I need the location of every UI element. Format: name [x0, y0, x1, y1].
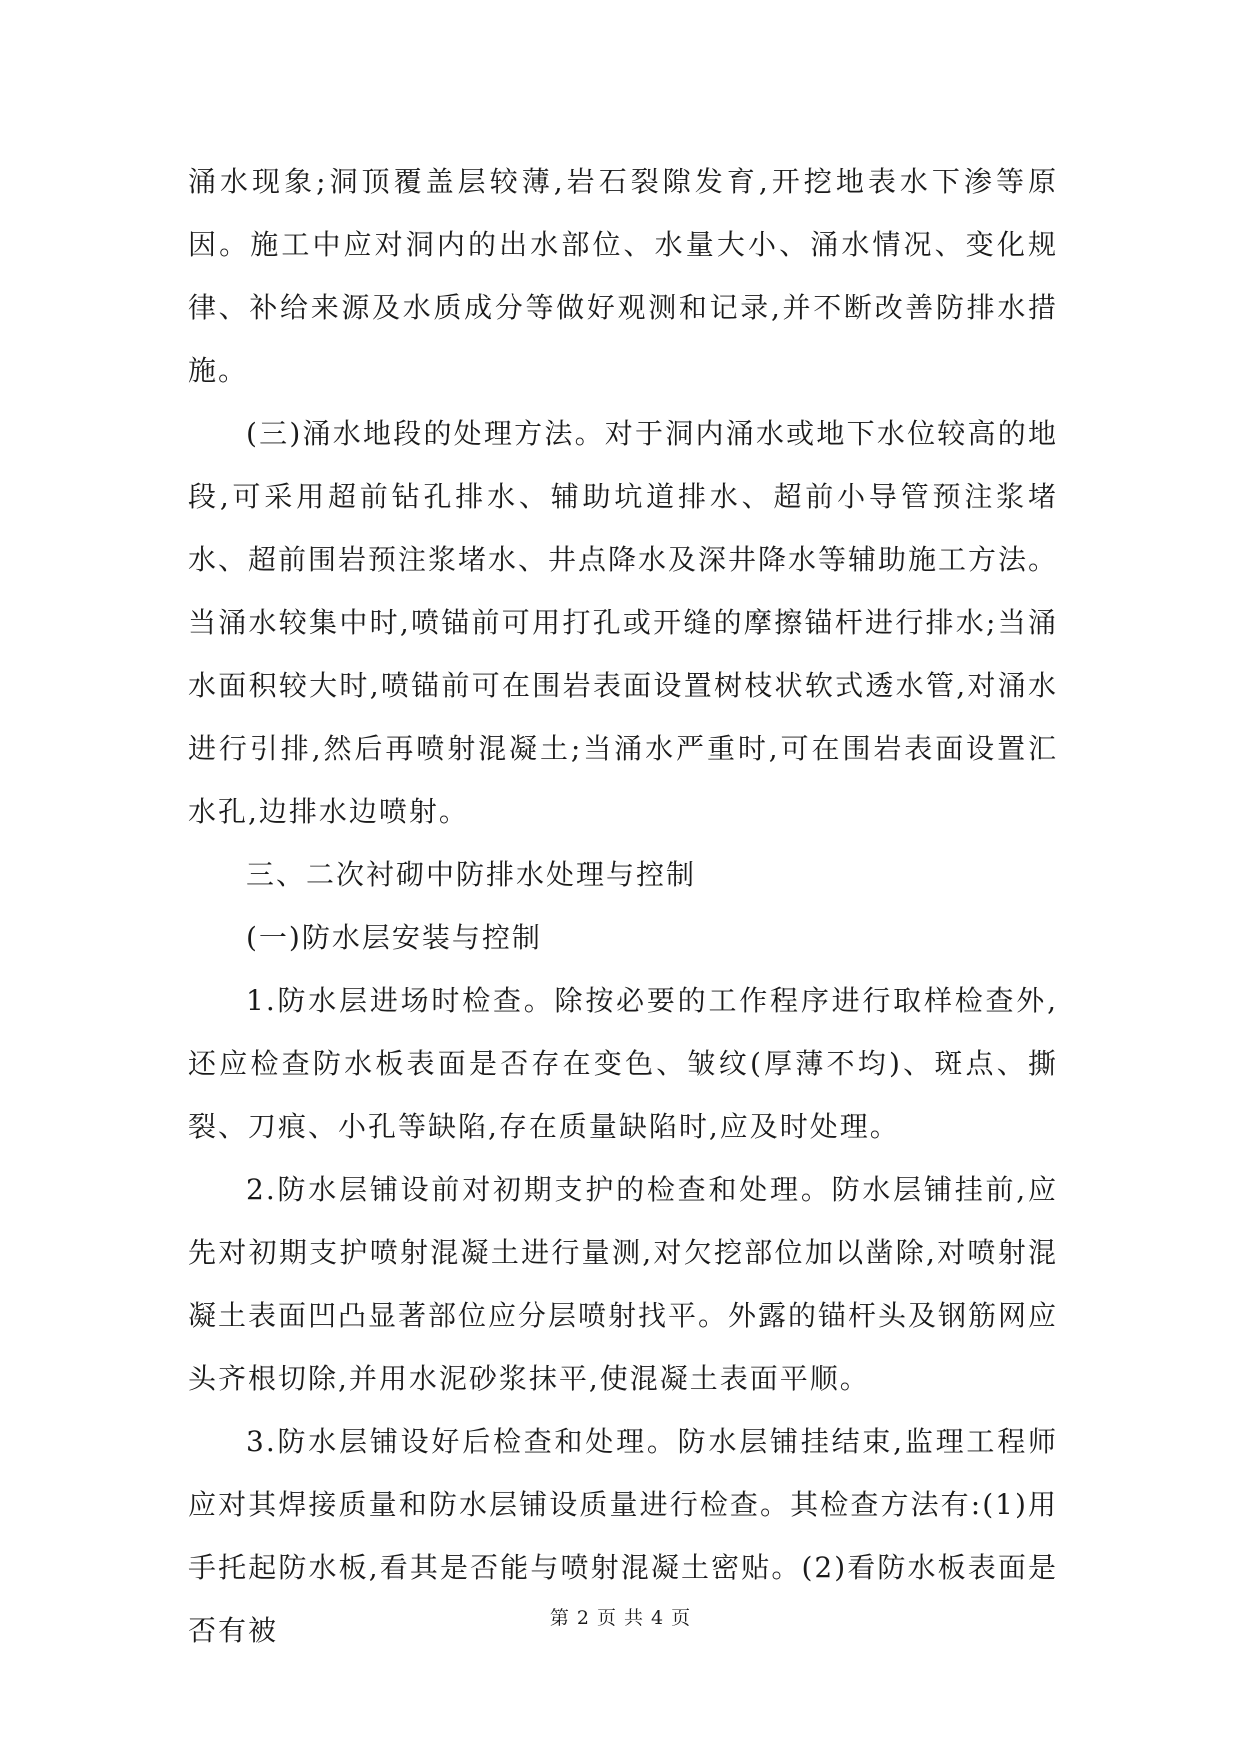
section-heading-3: 三、二次衬砌中防排水处理与控制 — [246, 858, 697, 891]
paragraph-1: 涌水现象;洞顶覆盖层较薄,岩石裂隙发育,开挖地表水下渗等原因。施工中应对洞内的出水部位、水量大小、涌水情况、变化规律、补给来源及水质成分等做好观测和记录,并不断改善防排水措施。 — [188, 165, 1058, 387]
paragraph-item-1: 1.防水层进场时检查。除按必要的工作程序进行取样检查外,还应检查防水板表面是否存在变色、皱纹(厚薄不均)、斑点、撕裂、刀痕、小孔等缺陷,存在质量缺陷时,应及时处理。 — [188, 984, 1058, 1143]
document-body — [188, 150, 1058, 1662]
subsection-heading-1: (一)防水层安装与控制 — [246, 921, 542, 954]
paragraph-2: (三)涌水地段的处理方法。对于洞内涌水或地下水位较高的地段,可采用超前钻孔排水、辅助坑道排水、超前小导管预注浆堵水、超前围岩预注浆堵水、井点降水及深井降水等辅助施工方法。当涌水较集中时,喷锚前可用打孔或开缝的摩擦锚杆进行排水;当涌水面积较大时,喷锚前可在围岩表面设置树枝状软式透水管,对涌水进行引排,然后再喷射混凝土;当涌水严重时,可在围岩表面设置汇水孔,边排水边喷射。 — [188, 417, 1059, 828]
paragraph-item-2: 2.防水层铺设前对初期支护的检查和处理。防水层铺挂前,应先对初期支护喷射混凝土进行量测,对欠挖部位加以凿除,对喷射混凝土表面凹凸显著部位应分层喷射找平。外露的锚杆头及钢筋网应头齐根切除,并用水泥砂浆抹平,使混凝土表面平顺。 — [188, 1173, 1059, 1395]
paragraph-item-3: 3.防水层铺设好后检查和处理。防水层铺挂结束,监理工程师应对其焊接质量和防水层铺设质量进行检查。其检查方法有:(1)用手托起防水板,看其是否能与喷射混凝土密贴。(2)看防水板表面是否有被 — [188, 1425, 1058, 1647]
page-footer: 第 2 页 共 4 页 — [549, 1607, 692, 1629]
